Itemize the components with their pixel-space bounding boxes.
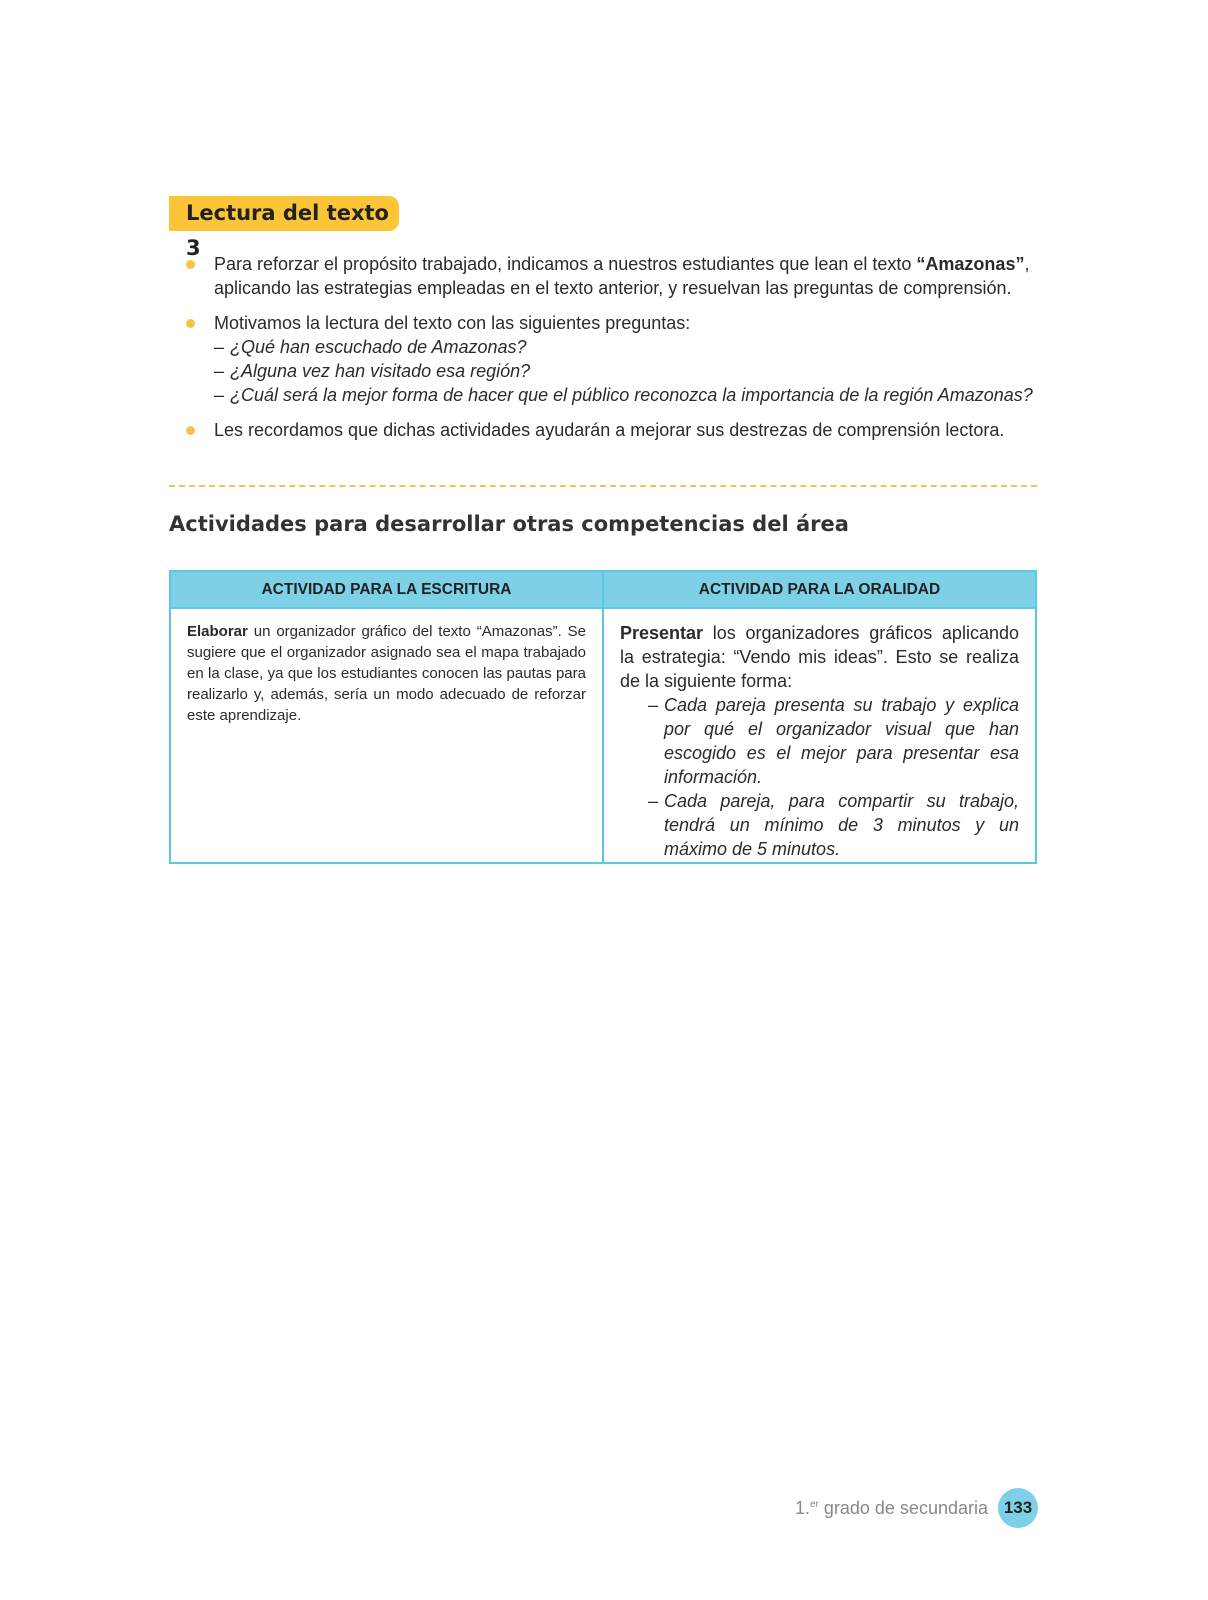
writing-verb: Elaborar: [187, 623, 248, 640]
oral-step-item: – Cada pareja presenta su trabajo y explica por qué el organizador visual que han escogido es el mejor para presentar esa información.: [648, 695, 1019, 787]
bullet-text: Para reforzar el propósito trabajado, indicamos a nuestros estudiantes que lean el texto: [214, 254, 917, 274]
bullet-item: [184, 311, 1044, 407]
footer-grade: 1.$^{er}$ grado de secundaria: [794, 1497, 988, 1518]
table-cell-writing: [171, 609, 602, 864]
dashed-divider: [169, 485, 1037, 487]
writing-text: un organizador gráfico del texto “Amazonas”. Se sugiere que el organizador asignado sea el mapa trabajado en la clase, ya que los estudiantes conocen las pautas para realizarlo y, además, sería un modo adecuado de reforzar este aprendizaje.: [187, 623, 586, 724]
section-badge: Lectura del texto 3: [169, 196, 399, 231]
table-header-row: [171, 572, 1035, 609]
page-footer: [795, 1488, 1038, 1528]
bullet-dot-icon: [186, 260, 195, 269]
bullet-item: [184, 418, 1044, 442]
question-list: [214, 335, 1044, 407]
question-item: – ¿Cuál será la mejor forma de hacer que el público reconozca la importancia de la región Amazonas?: [214, 385, 1033, 405]
table-cell-oral: [602, 609, 1035, 864]
oral-step-item: – Cada pareja, para compartir su trabajo, tendrá un mínimo de 3 minutos y un máximo de 5 minutos.: [648, 791, 1019, 859]
bullet-dot-icon: [186, 426, 195, 435]
bullet-text: Motivamos la lectura del texto con las siguientes preguntas:: [214, 313, 691, 333]
bullet-text: , aplicando las estrategias empleadas en el texto anterior, y resuelvan las preguntas de comprensión.: [214, 254, 1030, 298]
bullet-text: Les recordamos que dichas actividades ayudarán a mejorar sus destrezas de comprensión lectora.: [214, 420, 1005, 440]
oral-steps-list: [620, 693, 1019, 861]
activities-table: [169, 570, 1037, 864]
bullet-text-bold: “Amazonas”: [916, 254, 1025, 274]
table-header-writing: ACTIVIDAD PARA LA ESCRITURA: [261, 581, 512, 598]
bullet-dot-icon: [186, 319, 195, 328]
bullet-item: [184, 252, 1044, 300]
table-body-row: [171, 609, 1035, 864]
question-item: – ¿Qué han escuchado de Amazonas?: [214, 337, 527, 357]
section-subtitle: Actividades para desarrollar otras competencias del área: [169, 512, 849, 536]
question-item: – ¿Alguna vez han visitado esa región?: [214, 361, 531, 381]
page-number-badge: 133: [998, 1488, 1038, 1528]
oral-verb: Presentar: [620, 623, 704, 643]
oral-text: los organizadores gráficos aplicando la estrategia: “Vendo mis ideas”. Esto se realiza de la siguiente forma:: [620, 623, 1019, 691]
table-header-oral: ACTIVIDAD PARA LA ORALIDAD: [602, 572, 1035, 607]
bullet-list: [184, 252, 1044, 453]
